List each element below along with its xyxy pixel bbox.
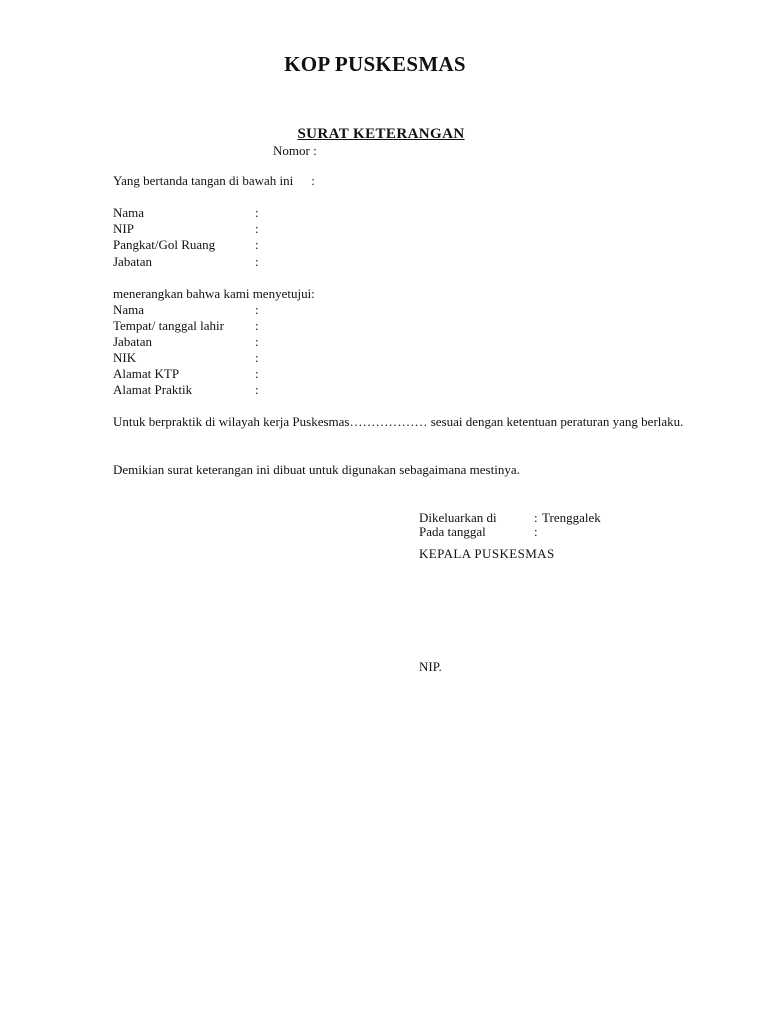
document-title: SURAT KETERANGAN	[297, 126, 465, 142]
field-label: Alamat KTP	[113, 366, 180, 381]
intro-text: Yang bertanda tangan di bawah ini	[113, 173, 294, 188]
field-colon: :	[255, 318, 259, 333]
field-colon: :	[255, 221, 259, 236]
signer-nip-label: NIP.	[419, 659, 442, 674]
field-colon: :	[255, 382, 259, 397]
letterhead-title: KOP PUSKESMAS	[284, 52, 466, 76]
field-colon: :	[255, 366, 259, 381]
field-label: Jabatan	[113, 334, 152, 349]
field-label: Tempat/ tanggal lahir	[113, 318, 224, 333]
date-colon: :	[534, 524, 538, 539]
field-label: Jabatan	[113, 254, 152, 269]
intro-colon: :	[311, 173, 315, 188]
field-label: NIP	[113, 221, 134, 236]
body-paragraph-2: Demikian surat keterangan ini dibuat untuk digunakan sebagaimana mestinya.	[113, 462, 520, 477]
issued-at-value: Trenggalek	[542, 510, 601, 525]
document-number-label: Nomor :	[273, 143, 317, 158]
field-label: Alamat Praktik	[113, 382, 193, 397]
issued-at-label: Dikeluarkan di	[419, 510, 497, 525]
signer-position: KEPALA PUSKESMAS	[419, 546, 555, 561]
field-label: Pangkat/Gol Ruang	[113, 237, 216, 252]
field-label: Nama	[113, 205, 145, 220]
date-label: Pada tanggal	[419, 524, 486, 539]
field-label: Nama	[113, 302, 145, 317]
field-colon: :	[255, 350, 259, 365]
field-label: NIK	[113, 350, 137, 365]
field-colon: :	[255, 334, 259, 349]
body-paragraph-1: Untuk berpraktik di wilayah kerja Puskesmas……………… sesuai dengan ketentuan peraturan yang berlaku.	[113, 414, 684, 429]
intro-line	[113, 173, 315, 189]
field-colon: :	[255, 254, 259, 269]
issued-at-colon: :	[534, 510, 538, 525]
approval-intro: menerangkan bahwa kami menyetujui:	[113, 286, 315, 301]
field-colon: :	[255, 205, 259, 220]
field-colon: :	[255, 302, 259, 317]
field-colon: :	[255, 237, 259, 252]
